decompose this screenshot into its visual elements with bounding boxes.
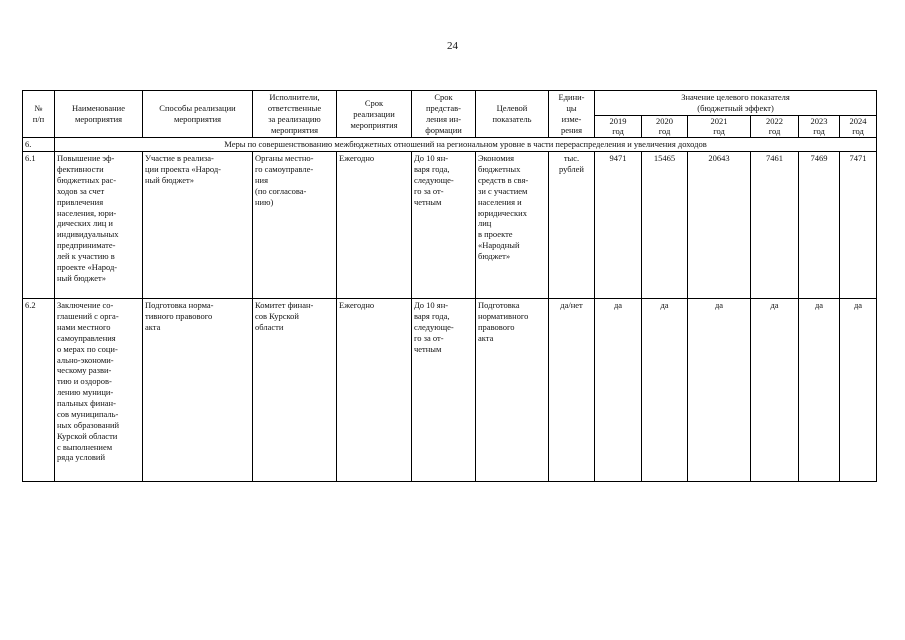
row-value-2021: да [688, 299, 751, 482]
row-indicator: Подготовка нормативного правового акта [476, 299, 549, 482]
row-unit: тыс. рублей [549, 152, 595, 299]
row-value-2023: да [799, 299, 840, 482]
section-row [23, 138, 877, 152]
header-unit: Едини- цы изме- рения [549, 91, 595, 138]
row-report-term: До 10 ян- варя года, следующе- го за от- четным [412, 152, 476, 299]
row-value-2019: да [595, 299, 642, 482]
row-num: 6.1 [23, 152, 55, 299]
header-row-1 [23, 91, 877, 116]
header-executors: Исполнители, ответственные за реализацию мероприятия [253, 91, 337, 138]
row-executors: Органы местно- го самоуправле- ния (по согласова- нию) [253, 152, 337, 299]
row-term: Ежегодно [337, 152, 412, 299]
header-year-2021: 2021 год [688, 115, 751, 138]
row-name: Повышение эф- фективности бюджетных рас- ходов за счет привлечения населения, юри- дических лиц и индивидуальных предпринимате- лей к участию в проекте «Народ- ный бюджет» [55, 152, 143, 299]
header-report-term: Срок представ- ления ин- формации [412, 91, 476, 138]
header-year-2020: 2020 год [642, 115, 688, 138]
row-value-2021: 20643 [688, 152, 751, 299]
page-number: 24 [447, 40, 458, 52]
row-value-2019: 9471 [595, 152, 642, 299]
header-term: Срок реализации мероприятия [337, 91, 412, 138]
header-indicator: Целевой показатель [476, 91, 549, 138]
header-num: № п/п [23, 91, 55, 138]
row-methods: Подготовка норма- тивного правового акта [143, 299, 253, 482]
measures-table [22, 90, 877, 482]
row-value-2024: 7471 [840, 152, 877, 299]
row-value-2024: да [840, 299, 877, 482]
row-value-2022: да [751, 299, 799, 482]
header-year-2022: 2022 год [751, 115, 799, 138]
row-name: Заключение со- глашений с орга- нами местного самоуправления о мерах по соци- ально-экономи- ческому разви- тию и оздоров- лению муници- пальных финан- сов муниципаль- ных образований Курской области с выполнением ряда условий [55, 299, 143, 482]
row-report-term: До 10 ян- варя года, следующе- го за от- четным [412, 299, 476, 482]
row-value-2020: 15465 [642, 152, 688, 299]
row-indicator: Экономия бюджетных средств в свя- зи с участием населения и юридических лиц в проекте «Народный бюджет» [476, 152, 549, 299]
section-number: 6. [23, 138, 55, 152]
header-year-2024: 2024 год [840, 115, 877, 138]
table-row [23, 299, 877, 482]
header-year-2019: 2019 год [595, 115, 642, 138]
row-value-2020: да [642, 299, 688, 482]
table-row [23, 152, 877, 299]
row-executors: Комитет финан- сов Курской области [253, 299, 337, 482]
row-unit: да/нет [549, 299, 595, 482]
header-methods: Способы реализации мероприятия [143, 91, 253, 138]
row-num: 6.2 [23, 299, 55, 482]
section-title: Меры по совершенствованию межбюджетных отношений на региональном уровне в части перераспределения и увеличения доходов [55, 138, 877, 152]
header-year-2023: 2023 год [799, 115, 840, 138]
header-target-value: Значение целевого показателя (бюджетный эффект) [595, 91, 877, 116]
row-term: Ежегодно [337, 299, 412, 482]
row-methods: Участие в реализа- ции проекта «Народ- ный бюджет» [143, 152, 253, 299]
row-value-2022: 7461 [751, 152, 799, 299]
header-name: Наименование мероприятия [55, 91, 143, 138]
row-value-2023: 7469 [799, 152, 840, 299]
